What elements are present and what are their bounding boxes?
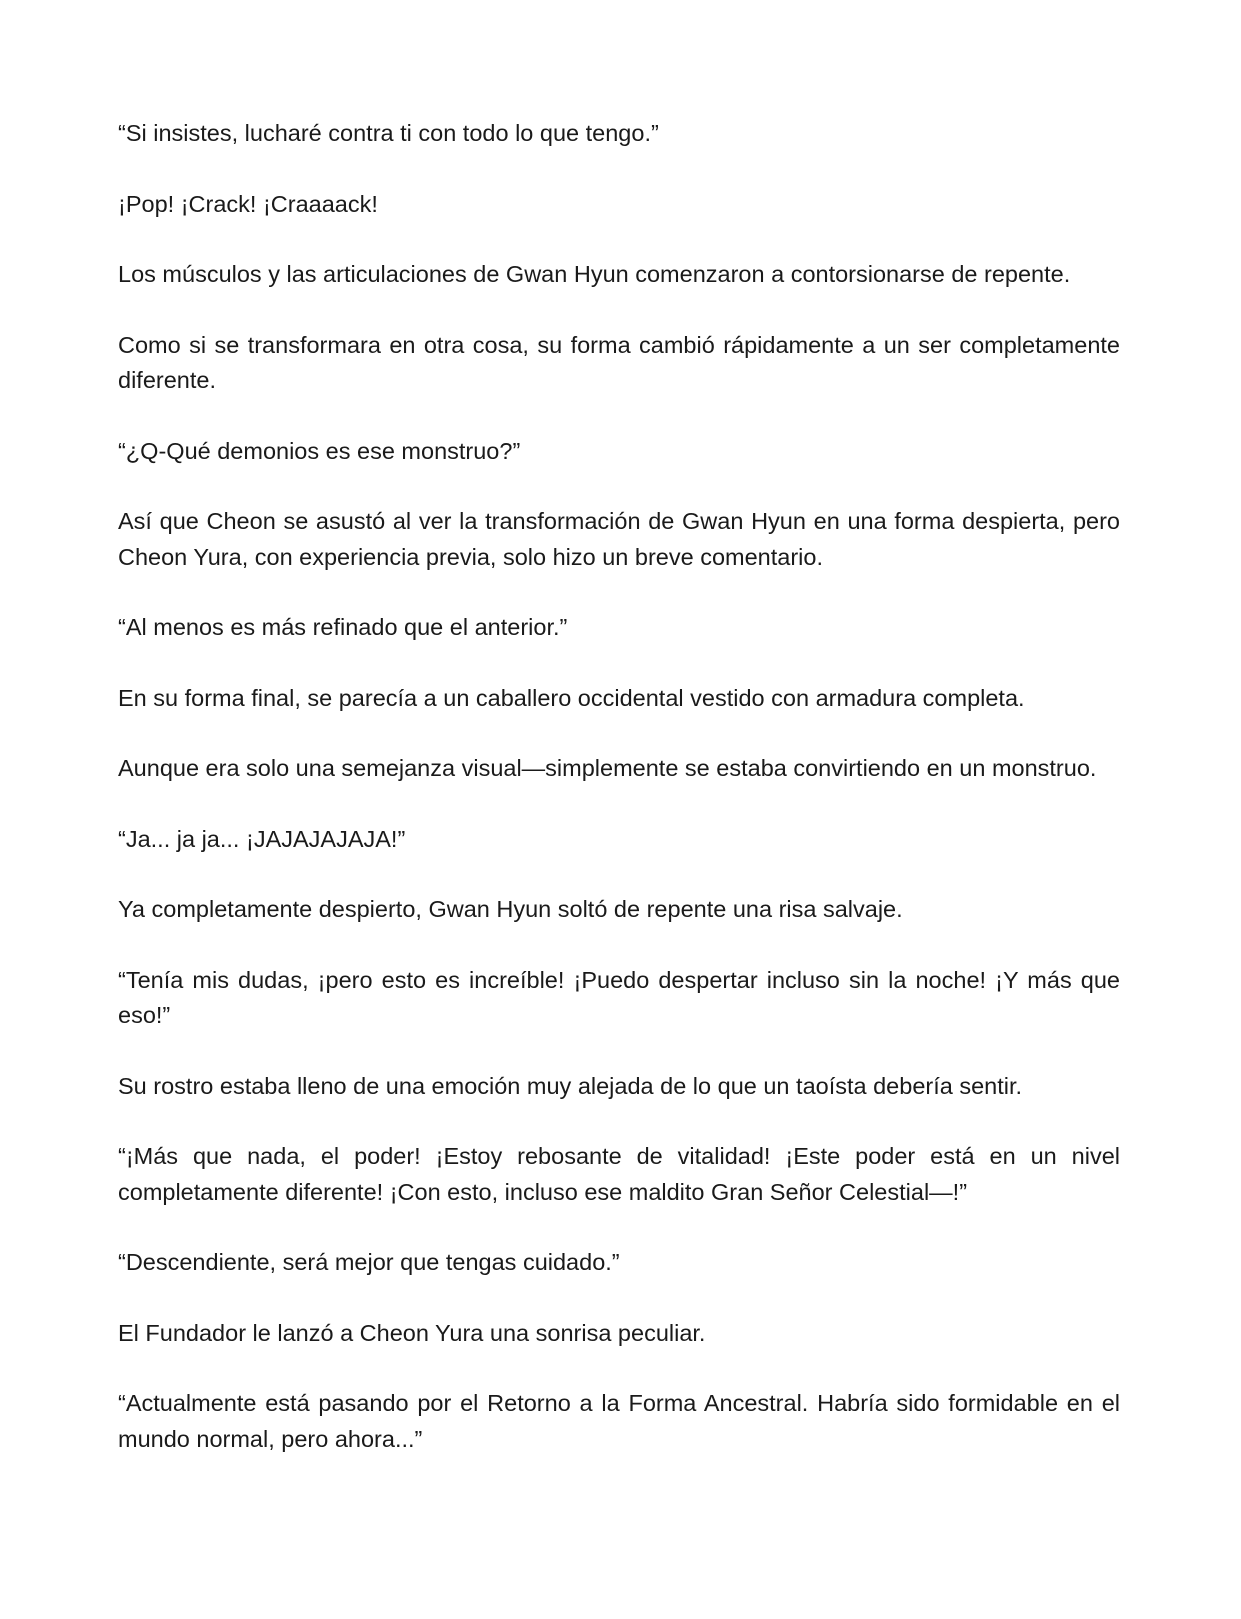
paragraph: “Actualmente está pasando por el Retorno a la Forma Ancestral. Habría sido formidable en el mundo normal, pero ahora...” <box>118 1390 1120 1452</box>
paragraph: Su rostro estaba lleno de una emoción muy alejada de lo que un taoísta debería sentir. <box>118 1072 1023 1099</box>
paragraph: Como si se transformara en otra cosa, su forma cambió rápidamente a un ser completamente diferente. <box>118 331 1120 393</box>
paragraph: “Tenía mis dudas, ¡pero esto es increíble! ¡Puedo despertar incluso sin la noche! ¡Y más que eso!” <box>118 966 1120 1028</box>
paragraph: “Ja... ja ja... ¡JAJAJAJAJA!” <box>118 825 406 852</box>
paragraph: “¡Más que nada, el poder! ¡Estoy rebosante de vitalidad! ¡Este poder está en un nivel completamente diferente! ¡Con esto, incluso ese maldito Gran Señor Celestial—!” <box>118 1143 1120 1205</box>
paragraph: Ya completamente despierto, Gwan Hyun soltó de repente una risa salvaje. <box>118 896 903 922</box>
paragraph: Aunque era solo una semejanza visual—simplemente se estaba convirtiendo en un monstruo. <box>118 755 1097 781</box>
paragraph: ¡Pop! ¡Crack! ¡Craaaack! <box>118 190 378 217</box>
paragraph: “¿Q-Qué demonios es ese monstruo?” <box>118 437 521 464</box>
body-text <box>118 116 1120 1457</box>
paragraph: En su forma final, se parecía a un caballero occidental vestido con armadura completa. <box>118 684 1025 711</box>
paragraph: Así que Cheon se asustó al ver la transformación de Gwan Hyun en una forma despierta, pero Cheon Yura, con experiencia previa, solo hizo un breve comentario. <box>118 508 1120 570</box>
paragraph: El Fundador le lanzó a Cheon Yura una sonrisa peculiar. <box>118 1319 706 1346</box>
paragraph: “Si insistes, lucharé contra ti con todo lo que tengo.” <box>118 120 659 146</box>
paragraph: Los músculos y las articulaciones de Gwan Hyun comenzaron a contorsionarse de repente. <box>118 261 1071 287</box>
paragraph: “Descendiente, será mejor que tengas cuidado.” <box>118 1249 620 1275</box>
paragraph: “Al menos es más refinado que el anterior.” <box>118 614 568 640</box>
